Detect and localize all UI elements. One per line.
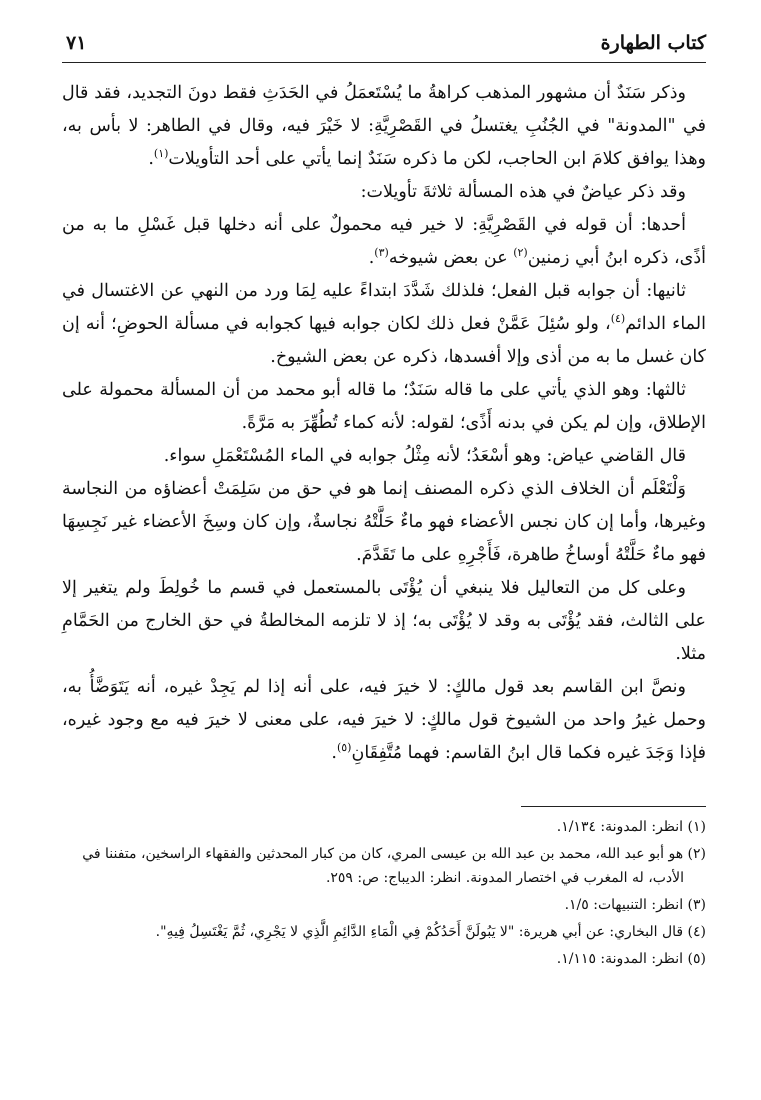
page-number: ٧١ — [66, 32, 87, 54]
footnote: (٢) هو أبو عبد الله، محمد بن عبد الله بن عيسى المري، كان من كبار المحدثين والفقهاء الراسخين، متفننا في الأدب، له المغرب في اختصار المدونة. انظر: الديباج: ص: ٢٥٩. — [82, 846, 706, 886]
paragraph: ثانيها: أن جوابه قبل الفعل؛ فلذلك شَدَّدَ ابتداءً عليه لِمَا ورد من النهي عن الاغتسال في الماء الدائم$^{(٤)}$، ولو سُئِلَ عَمَّنْ فعل ذلك لكان جوابه فيها كجوابه في مسألة الحوضِ؛ أنه إن كان غسل ما به من أذى وإلا أفسدها، ذكره عن بعض الشيوخ. — [62, 281, 706, 367]
paragraph: وعلى كل من التعاليل فلا ينبغي أن يُؤْتَى بالمستعمل في قسم ما خُولِطَ ولم يتغير إلا على الثالث، فقد يُؤْتَى به وقد لا يُؤْتَى به؛ إذ لا تلزمه المخالطةُ في حق الخارج من الحَمَّامِ مثلا. — [62, 578, 706, 664]
paragraph: وذكر سَنَدٌ أن مشهور المذهب كراهةُ ما يُسْتَعمَلُ في الحَدَثِ فقط دونَ التجديد، فقد قال في "المدونة" في الجُنُبِ يغتسلُ في القَصْرِيَّةِ: لا خَيْرَ فيه، وقال في الطاهر: لا بأس به، وهذا يوافق كلامَ ابن الحاجب، لكن ما ذكره سَنَدٌ إنما يأتي على أحد التأويلات$^{(١)}$. — [62, 83, 706, 169]
body-text — [62, 77, 706, 770]
paragraph: ثالثها: وهو الذي يأتي على ما قاله سَنَدٌ؛ ما قاله أبو محمد من أن المسألة محمولة على الإطلاق، وإن لم يكن في بدنه أَذًى؛ لقوله: لأنه كماء تُطُهِّرَ به مَرَّةً. — [62, 380, 706, 433]
footnote-ref: (٤) — [610, 312, 626, 326]
paragraph: قال القاضي عياض: وهو أسْعَدُ؛ لأنه مِثْلُ جوابه في الماء المُسْتَعْمَلِ سواء. — [163, 446, 686, 466]
footnote: (٣) انظر: التنبيهات: ١/٥. — [564, 897, 706, 913]
footnote: (١) انظر: المدونة: ١/١٣٤. — [556, 819, 706, 835]
paragraph: ونصَّ ابن القاسم بعد قول مالكٍ: لا خيرَ فيه، على أنه إذا لم يَجِدْ غيره، أنه يَتَوَضَّأُ به، وحمل غيرُ واحد من الشيوخ قول مالكٍ: لا خيرَ فيه، على معنى لا خيرَ فيه مع وجود غيره، فإذا وَجَدَ غيره فكما قال ابنُ القاسم: فهما مُتَّفِقَانِ$^{(٥)}$. — [62, 677, 706, 763]
paragraph: وَلْتَعْلَم أن الخلاف الذي ذكره المصنف إنما هو في حق من سَلِمَتْ أعضاؤه من النجاسة وغيرها، وأما إن كان نجس الأعضاء فهو ماءٌ حَلَّتْهُ نجاسةٌ، وإن كان وسِخَ الأعضاء غير نَجِسِهَا فهو ماءٌ حَلَّتْهُ أوساخُ طاهرة، فَأَجْرِهِ على ما تَقَدَّمَ. — [62, 479, 706, 565]
page-header — [62, 30, 706, 63]
footnote: (٥) انظر: المدونة: ١/١١٥. — [556, 951, 706, 967]
footnote-ref: (١) — [153, 147, 169, 161]
footnote-divider — [521, 806, 706, 807]
paragraph: وقد ذكر عياضٌ في هذه المسألة ثلاثةَ تأويلات: — [360, 182, 686, 202]
footnotes — [62, 815, 706, 971]
document-page — [62, 30, 706, 1080]
footnote-ref: (٢) — [513, 246, 528, 260]
footnote: (٤) قال البخاري: عن أبي هريرة: "لا يَبُولَنَّ أَحَدُكُمْ فِي الْمَاءِ الدَّائِمِ الَّذِي لا يَجْرِي، ثُمَّ يَغْتَسِلُ فِيهِ". — [155, 924, 706, 940]
paragraph: أحدها: أن قوله في القَصْرِيَّةِ: لا خير فيه محمولٌ على أنه دخلها قبل غَسْلِ ما به من أذًى، ذكره ابنُ أبي زمنين$^{(٢)}$ عن بعض شيوخه$^{(٣)}$. — [62, 215, 706, 268]
running-head: كتاب الطهارة — [600, 32, 706, 54]
footnote-ref: (٥) — [336, 741, 352, 755]
footnote-ref: (٣) — [374, 246, 389, 260]
